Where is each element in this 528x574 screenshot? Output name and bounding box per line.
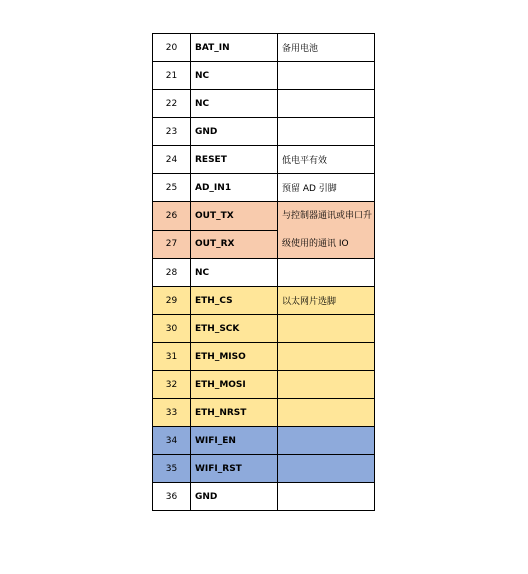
pin-description: [278, 315, 375, 343]
pin-name: ETH_NRST: [191, 399, 278, 427]
table-row: [153, 259, 375, 287]
table-row: [153, 118, 375, 146]
pin-table-body: [153, 34, 375, 511]
pin-definition-table: [152, 33, 375, 511]
pin-description: 以太网片选脚: [278, 287, 375, 315]
pin-number: 28: [153, 259, 191, 287]
pin-number: 26: [153, 202, 191, 231]
pin-description: [278, 399, 375, 427]
pin-name: GND: [191, 118, 278, 146]
pin-description: 预留 AD 引脚: [278, 174, 375, 202]
pin-number: 34: [153, 427, 191, 455]
pin-name: GND: [191, 483, 278, 511]
pin-description: 备用电池: [278, 34, 375, 62]
pin-number: 21: [153, 62, 191, 90]
pin-name: NC: [191, 259, 278, 287]
table-row: [153, 62, 375, 90]
pin-number: 22: [153, 90, 191, 118]
pin-name: BAT_IN: [191, 34, 278, 62]
table-row: [153, 146, 375, 174]
pin-name: ETH_SCK: [191, 315, 278, 343]
pin-number: 35: [153, 455, 191, 483]
table-row: [153, 34, 375, 62]
pin-description: [278, 62, 375, 90]
pin-number: 24: [153, 146, 191, 174]
pin-description: [278, 371, 375, 399]
pin-name: RESET: [191, 146, 278, 174]
table-row: [153, 202, 375, 231]
pin-number: 29: [153, 287, 191, 315]
pin-number: 30: [153, 315, 191, 343]
pin-name: NC: [191, 62, 278, 90]
table-row: [153, 287, 375, 315]
pin-description: [278, 90, 375, 118]
table-row: [153, 174, 375, 202]
pin-number: 32: [153, 371, 191, 399]
pin-number: 33: [153, 399, 191, 427]
pin-name: AD_IN1: [191, 174, 278, 202]
pin-description: [278, 343, 375, 371]
pin-description: 与控制器通讯或串口升级使用的通讯 IO: [278, 202, 375, 259]
pin-description: [278, 455, 375, 483]
pin-name: OUT_RX: [191, 230, 278, 259]
pin-name: ETH_MOSI: [191, 371, 278, 399]
table-row: [153, 343, 375, 371]
pin-number: 23: [153, 118, 191, 146]
pin-number: 20: [153, 34, 191, 62]
pin-number: 36: [153, 483, 191, 511]
pin-description: [278, 259, 375, 287]
pin-name: WIFI_RST: [191, 455, 278, 483]
table-row: [153, 455, 375, 483]
table-row: [153, 427, 375, 455]
pin-name: OUT_TX: [191, 202, 278, 231]
table-row: [153, 483, 375, 511]
pin-description: [278, 118, 375, 146]
table-row: [153, 90, 375, 118]
pin-description: [278, 483, 375, 511]
pin-name: ETH_MISO: [191, 343, 278, 371]
pin-number: 27: [153, 230, 191, 259]
table-row: [153, 371, 375, 399]
pin-name: ETH_CS: [191, 287, 278, 315]
pin-number: 31: [153, 343, 191, 371]
pin-description: [278, 427, 375, 455]
pin-number: 25: [153, 174, 191, 202]
pin-name: NC: [191, 90, 278, 118]
pin-description: 低电平有效: [278, 146, 375, 174]
table-row: [153, 399, 375, 427]
table-row: [153, 315, 375, 343]
pin-name: WIFI_EN: [191, 427, 278, 455]
